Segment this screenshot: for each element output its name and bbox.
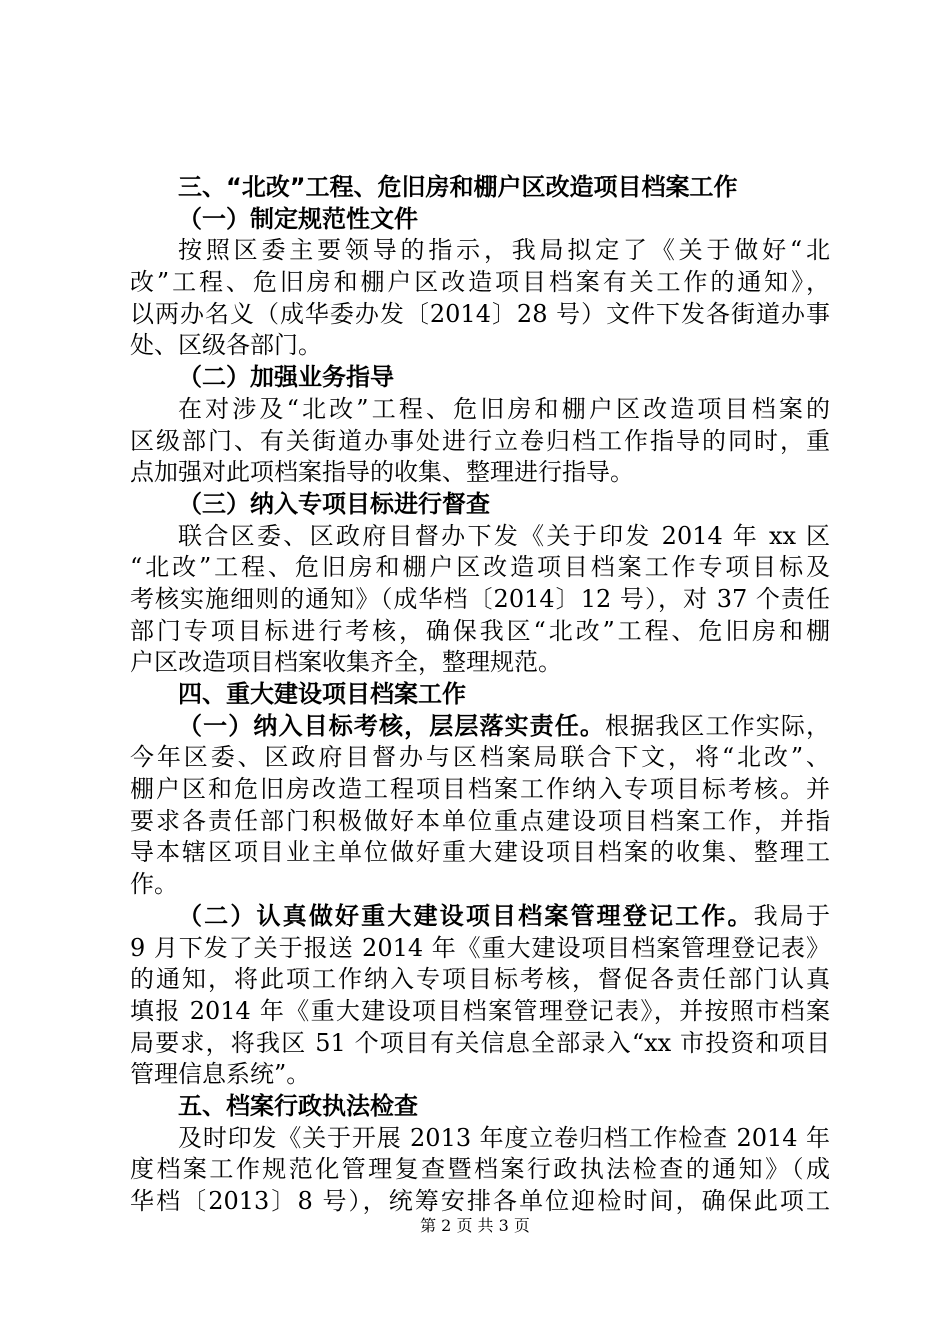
paragraph-line: “北改”工程、危旧房和棚户区改造项目档案工作专项目标及 (130, 553, 830, 582)
paragraph-line: 处、区级各部门。 (130, 331, 322, 360)
paragraph-line: 联合区委、区政府目督办下发《关于印发 2014 年 xx 区 (178, 521, 830, 550)
paragraph-line: 户区改造项目档案收集齐全，整理规范。 (130, 648, 562, 677)
paragraph-line: 华档〔2013〕8 号），统筹安排各单位迎检时间，确保此项工 (130, 1187, 830, 1215)
subsection-heading: （一）制定规范性文件 (178, 204, 418, 233)
paragraph-line (130, 711, 830, 743)
paragraph-line: 棚户区和危旧房改造工程项目档案工作纳入专项目标考核。并 (130, 775, 830, 804)
bold-lead-in: （二）认真做好重大建设项目档案管理登记工作。 (178, 901, 754, 930)
paragraph-line (130, 901, 830, 933)
paragraph-line: 9 月下发了关于报送 2014 年《重大建设项目档案管理登记表》 (130, 933, 830, 962)
paragraph-line: 作。 (130, 870, 178, 899)
paragraph-line: 管理信息系统”。 (130, 1060, 311, 1089)
paragraph-line: 以两办名义（成华委办发〔2014〕28 号）文件下发各街道办事 (130, 299, 830, 328)
paragraph-line: 点加强对此项档案指导的收集、整理进行指导。 (130, 458, 634, 487)
paragraph-text: 我局于 (753, 901, 831, 930)
subsection-heading: （二）加强业务指导 (178, 363, 394, 392)
paragraph-text: 根据我区工作实际， (605, 711, 831, 740)
paragraph-line: 及时印发《关于开展 2013 年度立卷归档工作检查 2014 年 (178, 1123, 830, 1152)
paragraph-line: 填报 2014 年《重大建设项目档案管理登记表》，并按照市档案 (130, 996, 830, 1025)
subsection-heading: 四、重大建设项目档案工作 (178, 680, 466, 708)
paragraph-line: 导本辖区项目业主单位做好重大建设项目档案的收集、整理工 (130, 838, 830, 867)
paragraph-line: 考核实施细则的通知》（成华档〔2014〕12 号），对 37 个责任 (130, 584, 830, 613)
paragraph-line: 今年区委、区政府目督办与区档案局联合下文，将“北改”、 (130, 743, 830, 772)
paragraph-line: 的通知，将此项工作纳入专项目标考核，督促各责任部门认真 (130, 965, 830, 994)
paragraph-line: 部门专项目标进行考核，确保我区“北改”工程、危旧房和棚 (130, 616, 830, 645)
paragraph-line: 在对涉及“北改”工程、危旧房和棚户区改造项目档案的 (178, 394, 830, 423)
section-heading: 三、“北改”工程、危旧房和棚户区改造项目档案工作 (178, 173, 738, 201)
paragraph-line: 度档案工作规范化管理复查暨档案行政执法检查的通知》（成 (130, 1155, 830, 1184)
subsection-heading: 五、档案行政执法检查 (178, 1091, 418, 1120)
subsection-heading: （三）纳入专项目标进行督查 (178, 489, 490, 518)
paragraph-line: 局要求，将我区 51 个项目有关信息全部录入“xx 市投资和项目 (130, 1028, 830, 1057)
paragraph-line: 要求各责任部门积极做好本单位重点建设项目档案工作，并指 (130, 806, 830, 835)
paragraph-line: 改”工程、危旧房和棚户区改造项目档案有关工作的通知》， (130, 268, 830, 297)
paragraph-line: 按照区委主要领导的指示，我局拟定了《关于做好“北 (178, 236, 830, 265)
page-footer: 第 2 页 共 3 页 (420, 1216, 530, 1235)
bold-lead-in: （一）纳入目标考核，层层落实责任。 (178, 711, 606, 740)
paragraph-line: 区级部门、有关街道办事处进行立卷归档工作指导的同时，重 (130, 426, 830, 455)
document-body (130, 172, 830, 1218)
